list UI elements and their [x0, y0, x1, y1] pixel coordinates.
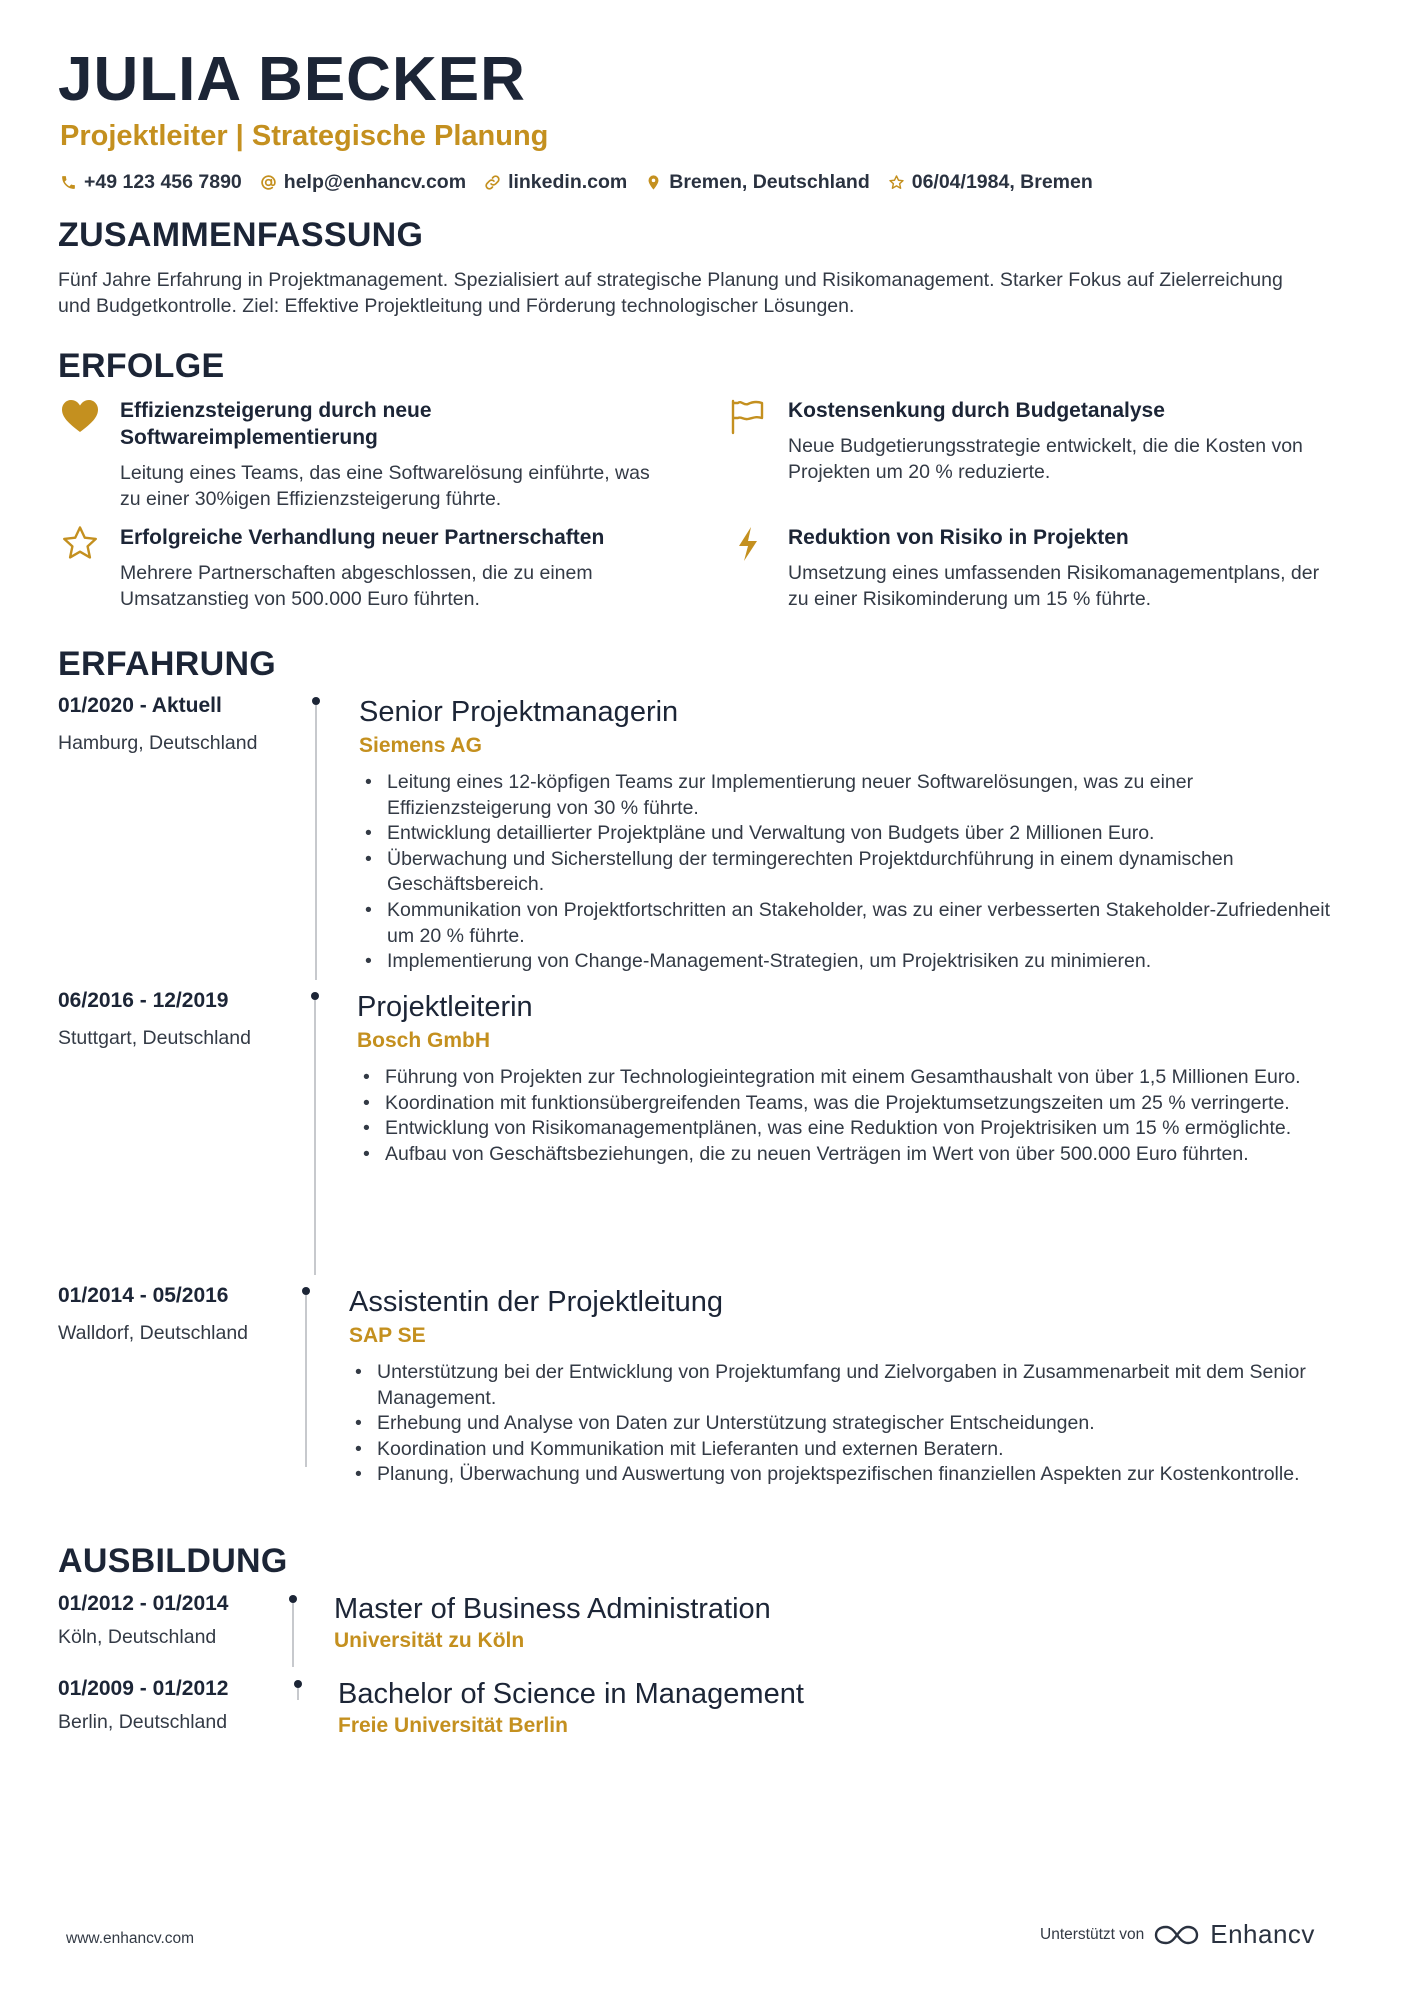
- timeline-line: [314, 1000, 316, 1275]
- education-school: Universität zu Köln: [334, 1629, 525, 1652]
- achievement-title: Kostensenkung durch Budgetanalyse: [788, 399, 1165, 422]
- contact-location: [645, 168, 869, 196]
- job-title: Projektleiterin: [357, 991, 533, 1023]
- job-bullet: • Koordination und Kommunikation mit Lieferanten und externen Beratern.: [349, 1437, 1349, 1463]
- job-bullet: • Kommunikation von Projektfortschritten an Stakeholder, was zu einer verbesserten Stakeholder-Zufriedenheit um 20 % führte.: [359, 898, 1349, 949]
- education-date: 01/2009 - 01/2012: [58, 1677, 229, 1700]
- footer-website[interactable]: www.enhancv.com: [66, 1930, 195, 1947]
- job-company: Bosch GmbH: [357, 1029, 491, 1052]
- timeline-dot: [312, 697, 320, 705]
- contact-linkedin-text: linkedin.com: [508, 171, 628, 193]
- experience-item: [357, 989, 1347, 1167]
- timeline-dot: [311, 992, 319, 1000]
- timeline-line: [292, 1603, 294, 1667]
- achievements-section-title: ERFOLGE: [58, 347, 225, 385]
- contact-location-text: Bremen, Deutschland: [669, 171, 870, 193]
- experience-date: 01/2014 - 05/2016: [58, 1284, 229, 1307]
- contact-email[interactable]: [260, 168, 466, 196]
- experience-meta: [58, 692, 308, 756]
- heart-icon: [60, 397, 100, 437]
- contact-birth-text: 06/04/1984, Bremen: [911, 171, 1093, 193]
- at-icon: [260, 174, 277, 191]
- job-bullet: • Entwicklung detaillierter Projektpläne und Verwaltung von Budgets über 2 Millionen Euro.: [359, 821, 1349, 847]
- education-meta: [58, 1590, 308, 1650]
- job-bullets: [349, 1360, 1349, 1488]
- job-company: SAP SE: [349, 1324, 426, 1347]
- timeline-dot: [294, 1680, 302, 1688]
- experience-location: Stuttgart, Deutschland: [58, 1027, 251, 1049]
- job-bullet: • Koordination mit funktionsübergreifenden Teams, was die Projektumsetzungszeiten um 25 % verringerte.: [357, 1091, 1347, 1117]
- job-bullet: • Entwicklung von Risikomanagementplänen, was eine Reduktion von Projektrisiken um 15 % ermöglichte.: [357, 1116, 1347, 1142]
- experience-section-title: ERFAHRUNG: [58, 645, 277, 683]
- job-bullet: • Leitung eines 12-köpfigen Teams zur Implementierung neuer Softwarelösungen, was zu einer Effizienzsteigerung von 30 % führte.: [359, 770, 1349, 821]
- contact-linkedin[interactable]: [484, 168, 627, 196]
- education-location: Köln, Deutschland: [58, 1626, 217, 1648]
- experience-date: 06/2016 - 12/2019: [58, 989, 229, 1012]
- timeline-line: [315, 705, 317, 980]
- education-item: [334, 1591, 1234, 1655]
- job-company: Siemens AG: [359, 734, 482, 757]
- enhancv-logo-icon: [1154, 1923, 1200, 1947]
- experience-item: [359, 694, 1349, 975]
- job-bullet: • Unterstützung bei der Entwicklung von Projektumfang und Zielvorgaben in Zusammenarbeit mit dem Senior Management.: [349, 1360, 1349, 1411]
- education-degree: Bachelor of Science in Management: [338, 1678, 804, 1710]
- achievement-title: Reduktion von Risiko in Projekten: [788, 526, 1129, 549]
- summary-section-title: ZUSAMMENFASSUNG: [58, 216, 424, 254]
- footer-brand: Enhancv: [1210, 1919, 1315, 1949]
- phone-icon: [60, 174, 77, 191]
- experience-location: Hamburg, Deutschland: [58, 732, 258, 754]
- timeline-line: [305, 1295, 307, 1467]
- achievement-description: Leitung eines Teams, das eine Softwarelösung einführte, was zu einer 30%igen Effizienzsteigerung führte.: [120, 462, 650, 510]
- contact-birth: [888, 168, 1093, 196]
- summary-text: Fünf Jahre Erfahrung in Projektmanagement. Spezialisiert auf strategische Planung und Risikomanagement. Starker Fokus auf Zielerreichung und Budgetkontrolle. Ziel: Effektive Projektleitung und Förderung technologischer Lösungen.: [58, 269, 1283, 317]
- footer-branding: [1040, 1919, 1315, 1950]
- experience-date: 01/2020 - Aktuell: [58, 694, 222, 717]
- job-bullets: [359, 770, 1349, 975]
- achievement-title: Effizienzsteigerung durch neue Softwareimplementierung: [120, 399, 432, 449]
- contact-phone-text: +49 123 456 7890: [84, 171, 242, 193]
- education-degree: Master of Business Administration: [334, 1593, 771, 1625]
- job-title: Senior Projektmanagerin: [359, 696, 679, 728]
- experience-meta: [58, 987, 308, 1051]
- achievement-title: Erfolgreiche Verhandlung neuer Partnerschaften: [120, 526, 605, 549]
- timeline-dot: [289, 1595, 297, 1603]
- achievement-description: Umsetzung eines umfassenden Risikomanagementplans, der zu einer Risikominderung um 15 % führte.: [788, 562, 1320, 610]
- education-section-title: AUSBILDUNG: [58, 1542, 288, 1580]
- education-school: Freie Universität Berlin: [338, 1714, 568, 1737]
- job-bullet: • Überwachung und Sicherstellung der termingerechten Projektdurchführung in einem dynamischen Geschäftsbereich.: [359, 847, 1349, 898]
- job-bullet: • Planung, Überwachung und Auswertung von projektspezifischen finanziellen Aspekten zur Kostenkontrolle.: [349, 1462, 1349, 1488]
- timeline-dot: [302, 1287, 310, 1295]
- footer-powered-by: Unterstützt von: [1040, 1925, 1145, 1943]
- education-location: Berlin, Deutschland: [58, 1711, 228, 1733]
- experience-item: [349, 1284, 1349, 1488]
- contact-phone[interactable]: [60, 168, 242, 196]
- job-bullet: • Aufbau von Geschäftsbeziehungen, die zu neuen Verträgen im Wert von über 500.000 Euro führten.: [357, 1142, 1347, 1168]
- candidate-headline: Projektleiter | Strategische Planung: [60, 120, 549, 152]
- star-icon: [888, 174, 905, 191]
- experience-location: Walldorf, Deutschland: [58, 1322, 249, 1344]
- education-item: [338, 1676, 1238, 1740]
- job-bullet: • Erhebung und Analyse von Daten zur Unterstützung strategischer Entscheidungen.: [349, 1411, 1349, 1437]
- flag-icon: [728, 397, 768, 437]
- candidate-name: JULIA BECKER: [58, 45, 526, 114]
- link-icon: [484, 174, 501, 191]
- job-bullet: • Implementierung von Change-Management-Strategien, um Projektrisiken zu minimieren.: [359, 949, 1349, 975]
- lightning-icon: [728, 524, 768, 564]
- job-bullets: [357, 1065, 1347, 1167]
- experience-meta: [58, 1282, 308, 1346]
- achievement-description: Mehrere Partnerschaften abgeschlossen, die zu einem Umsatzanstieg von 500.000 Euro führten.: [120, 562, 593, 610]
- contact-bar: [60, 168, 1093, 196]
- achievement-description: Neue Budgetierungsstrategie entwickelt, die die Kosten von Projekten um 20 % reduzierte.: [788, 435, 1303, 483]
- location-pin-icon: [645, 174, 662, 191]
- star-icon: [60, 524, 100, 564]
- education-meta: [58, 1675, 308, 1735]
- contact-email-text: help@enhancv.com: [283, 171, 467, 193]
- job-bullet: • Führung von Projekten zur Technologieintegration mit einem Gesamthaushalt von über 1,5 Millionen Euro.: [357, 1065, 1347, 1091]
- education-date: 01/2012 - 01/2014: [58, 1592, 229, 1615]
- timeline-line: [297, 1688, 299, 1700]
- job-title: Assistentin der Projektleitung: [349, 1286, 723, 1318]
